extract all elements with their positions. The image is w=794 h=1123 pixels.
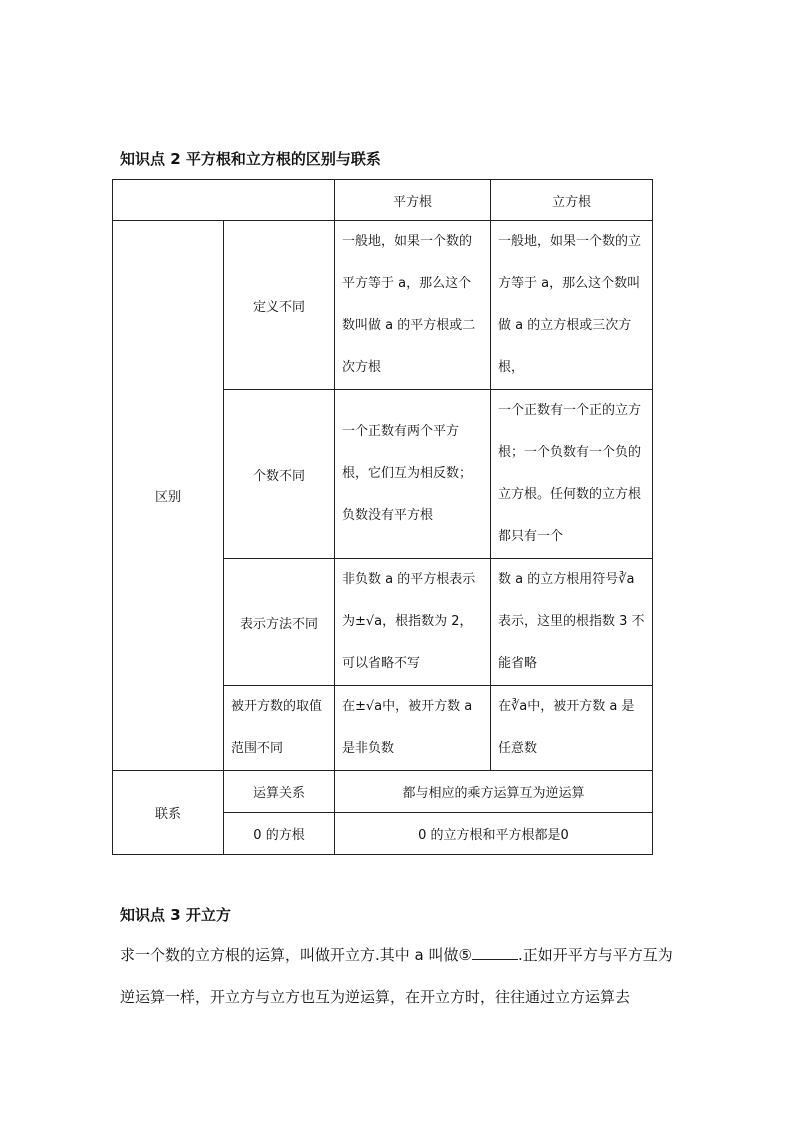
merged-cell: 都与相应的乘方运算互为逆运算 [335, 771, 653, 813]
fill-in-blank[interactable] [472, 945, 518, 960]
paragraph-text-start: 求一个数的立方根的运算，叫做开立方.其中 a 叫做⑤ [120, 946, 472, 964]
cube-root-cell: 在∛a中，被开方数 a 是任意数 [491, 686, 653, 771]
header-row [113, 180, 653, 221]
square-root-cell: 一个正数有两个平方根，它们互为相反数；负数没有平方根 [335, 390, 491, 559]
row-label: 0 的方根 [224, 813, 335, 855]
merged-cell: 0 的立方根和平方根都是0 [335, 813, 653, 855]
header-square-root: 平方根 [335, 180, 491, 221]
comparison-table [112, 179, 653, 855]
header-cube-root: 立方根 [491, 180, 653, 221]
row-label: 表示方法不同 [224, 559, 335, 686]
body-paragraph [120, 934, 680, 1018]
row-label: 运算关系 [224, 771, 335, 813]
difference-label: 区别 [113, 221, 224, 771]
section-2-title: 知识点 2 平方根和立方根的区别与联系 [120, 150, 381, 168]
cube-root-cell: 一般地，如果一个数的立方等于 a，那么这个数叫做 a 的立方根或三次方根， [491, 221, 653, 390]
table-row [113, 771, 653, 813]
square-root-cell: 一般地，如果一个数的平方等于 a，那么这个数叫做 a 的平方根或二次方根 [335, 221, 491, 390]
cube-root-cell: 数 a 的立方根用符号∛a表示，这里的根指数 3 不能省略 [491, 559, 653, 686]
cube-root-cell: 一个正数有一个正的立方根；一个负数有一个负的立方根。任何数的立方根都只有一个 [491, 390, 653, 559]
row-label: 被开方数的取值范围不同 [224, 686, 335, 771]
section-3-title: 知识点 3 开立方 [120, 906, 231, 924]
square-root-cell: 在±√a中，被开方数 a 是非负数 [335, 686, 491, 771]
row-label: 个数不同 [224, 390, 335, 559]
link-label: 联系 [113, 771, 224, 855]
header-empty-cell [113, 180, 335, 221]
row-label: 定义不同 [224, 221, 335, 390]
paragraph-text-end: .正如开平方与平方互为逆运算一样，开立方与立方也互为逆运算，在开立方时，往往通过立方运算去 [120, 946, 673, 1006]
table-row [113, 221, 653, 390]
square-root-cell: 非负数 a 的平方根表示为±√a，根指数为 2，可以省略不写 [335, 559, 491, 686]
